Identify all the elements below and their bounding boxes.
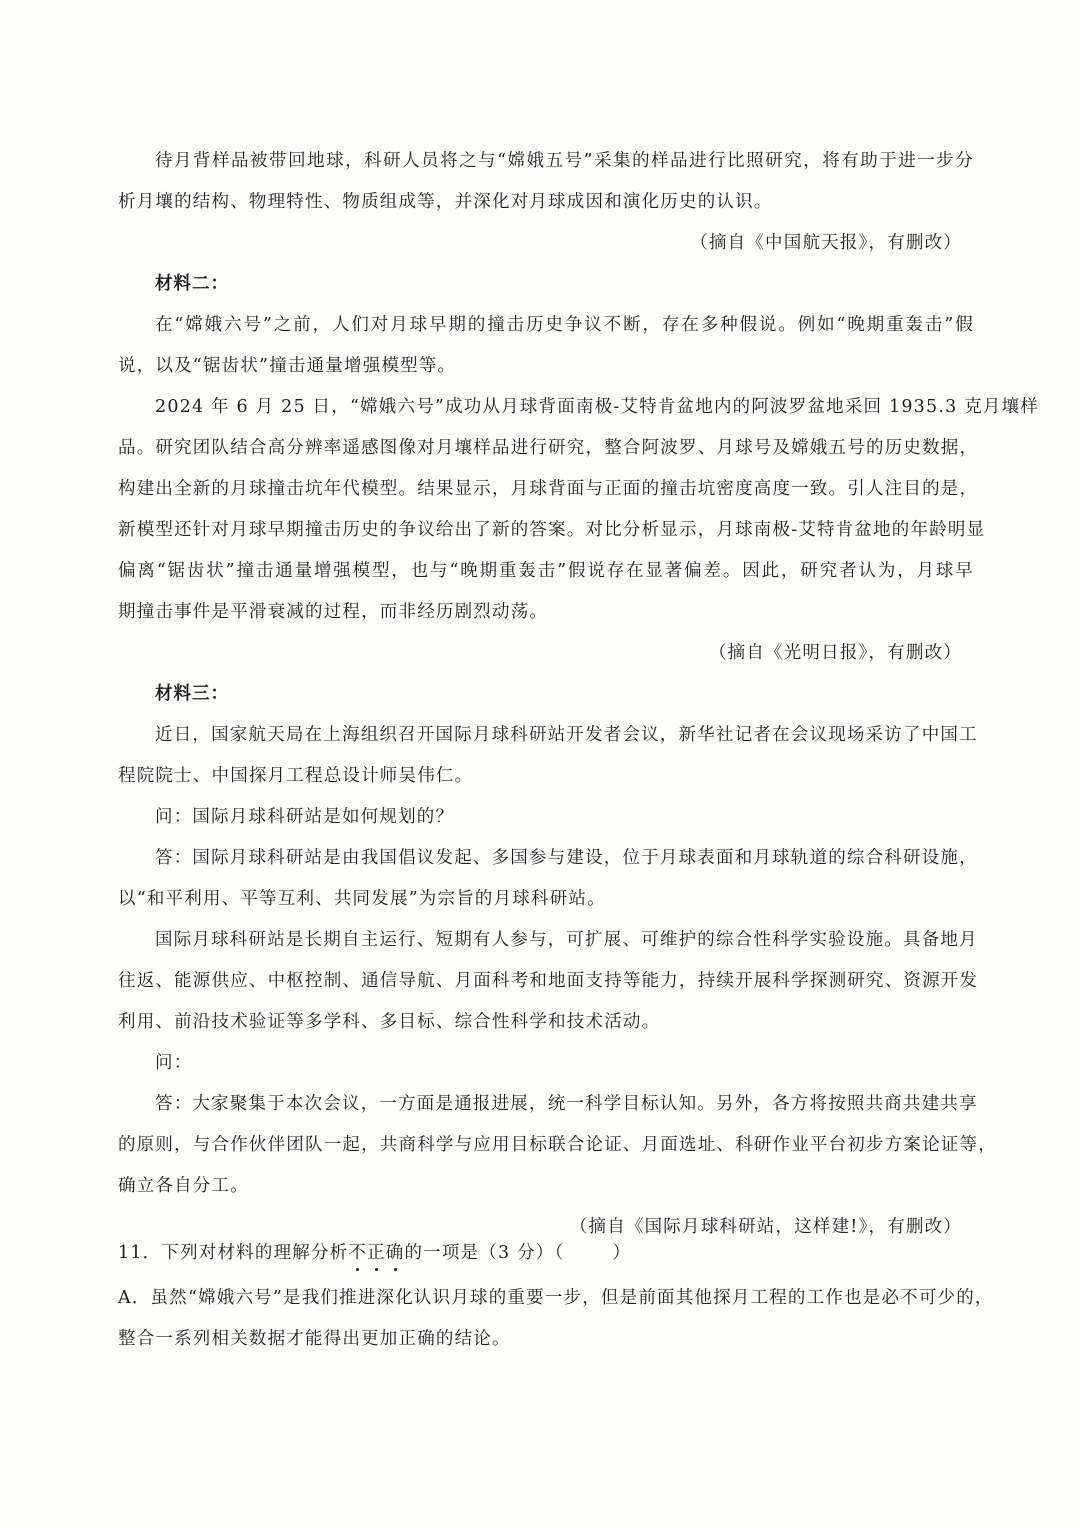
material1-source: （摘自《中国航天报》，有删改） — [690, 233, 962, 253]
material2-line: 说，以及“锯齿状”撞击通量增强模型等。 — [118, 356, 457, 376]
material2-line: 品。研究团队结合高分辨率遥感图像对月壤样品进行研究，整合阿波罗、月球号及嫦娥五号的历史数据， — [118, 438, 979, 458]
material3-line: 往返、能源供应、中枢控制、通信导航、月面科考和地面支持等能力，持续开展科学探测研究、资源开发 — [118, 971, 979, 991]
material3-line: 程院院士、中国探月工程总设计师吴伟仁。 — [118, 766, 474, 786]
option-a-line: 整合一系列相关数据才能得出更加正确的结论。 — [118, 1329, 511, 1349]
material1-line: 待月背样品被带回地球，科研人员将之与“嫦娥五号”采集的样品进行比照研究，将有助于进一步分 — [155, 151, 974, 171]
material2-line: 构建出全新的月球撞击坑年代模型。结果显示，月球背面与正面的撞击坑密度高度一致。引人注目的是， — [118, 479, 979, 499]
material3-line: 的原则，与合作伙伴团队一起，共商科学与应用目标联合论证、月面选址、科研作业平台初步方案论证等， — [118, 1135, 997, 1155]
material3-answer: 答：大家聚集于本次会议，一方面是通报进展，统一科学目标认知。另外，各方将按照共商共建共享 — [155, 1094, 978, 1114]
material2-line: 期撞击事件是平滑衰减的过程，而非经历剧烈动荡。 — [118, 602, 549, 622]
material2-line: 偏离“锯齿状”撞击通量增强模型，也与“晚期重轰击”假说存在显著偏差。因此，研究者认为，月球早 — [118, 561, 974, 581]
material3-line: 近日，国家航天局在上海组织召开国际月球科研站开发者会议，新华社记者在会议现场采访了中国工 — [155, 725, 978, 745]
material3-line: 利用、前沿技术验证等多学科、多目标、综合性科学和技术活动。 — [118, 1012, 661, 1032]
material2-line: 2024 年 6 月 25 日，“嫦娥六号”成功从月球背面南极-艾特肯盆地内的阿波罗盆地采回 1935.3 克月壤样 — [155, 397, 1040, 417]
emphasis-dot-char: 确 — [386, 1240, 405, 1266]
material2-source: （摘自《光明日报》，有删改） — [708, 643, 962, 663]
emphasis-dot-char: 正 — [367, 1240, 386, 1266]
material1-line: 析月壤的结构、物理特性、物质组成等，并深化对月球成因和演化历史的认识。 — [118, 192, 773, 212]
question-11-prefix: 11．下列对材料的理解分析 — [118, 1243, 349, 1263]
material3-answer: 答：国际月球科研站是由我国倡议发起、多国参与建设，位于月球表面和月球轨道的综合科研设施， — [155, 848, 978, 868]
option-a-line: A．虽然“嫦娥六号”是我们推进深化认识月球的重要一步，但是前面其他探月工程的工作也是必不可少的， — [118, 1288, 994, 1308]
material3-question: 问：国际月球科研站是如何规划的？ — [155, 807, 455, 827]
material2-heading: 材料二： — [155, 274, 229, 294]
emphasis-dot-char: 不 — [348, 1240, 367, 1266]
material3-heading: 材料三： — [155, 684, 229, 704]
question-11-stem — [118, 1240, 974, 1266]
material2-line: 在“嫦娥六号”之前，人们对月球早期的撞击历史争议不断，存在多种假说。例如“晚期重轰击”假 — [155, 315, 974, 335]
question-11-close: ） — [612, 1243, 632, 1263]
material3-line: 国际月球科研站是长期自主运行、短期有人参与，可扩展、可维护的综合性科学实验设施。具备地月 — [155, 930, 978, 950]
material3-line: 确立各自分工。 — [118, 1176, 249, 1196]
material3-line: 以“和平利用、平等互利、共同发展”为宗旨的月球科研站。 — [118, 889, 606, 909]
material2-line: 新模型还针对月球早期撞击历史的争议给出了新的答案。对比分析显示，月球南极-艾特肯盆地的年龄明显 — [118, 520, 986, 540]
material3-source: （摘自《国际月球科研站，这样建!》，有删改） — [569, 1217, 962, 1237]
material3-question: 问： — [155, 1053, 193, 1073]
question-11-suffix: 的一项是（3 分）（ — [404, 1243, 565, 1263]
